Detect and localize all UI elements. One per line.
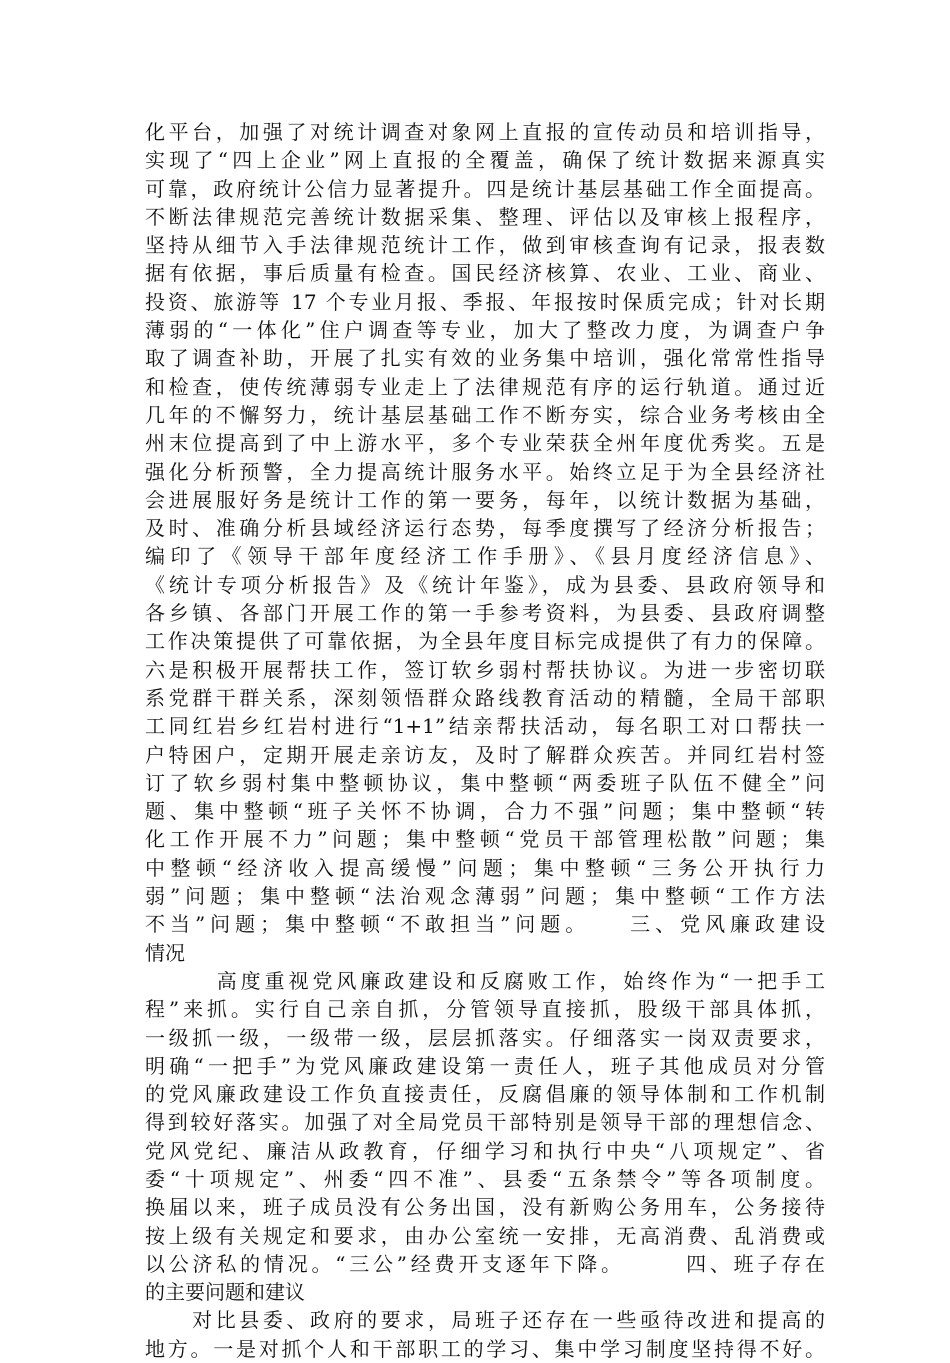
- text-line: 情况: [145, 940, 185, 965]
- text-line: 一级抓一级，一级带一级，层层抓落实。仔细落实一岗双责要求，: [145, 1025, 825, 1050]
- text-line: 州末位提高到了中上游水平，多个专业荣获全州年度优秀奖。五是: [145, 431, 825, 456]
- text-line: 题、集中整顿“班子关怀不协调，合力不强”问题；集中整顿“转: [145, 799, 825, 824]
- text-line: 强化分析预警，全力提高统计服务水平。始终立足于为全县经济社: [145, 459, 825, 484]
- text-line: 可靠，政府统计公信力显著提升。四是统计基层基础工作全面提高。: [145, 176, 825, 201]
- text-line: 和检查，使传统薄弱专业走上了法律规范有序的运行轨道。通过近: [145, 374, 825, 399]
- text-line: 《统计专项分析报告》及《统计年鉴》，成为县委、县政府领导和: [145, 572, 825, 597]
- text-line: 投资、旅游等 17 个专业月报、季报、年报按时保质完成；针对长期: [145, 289, 825, 314]
- text-line: 化工作开展不力”问题；集中整顿“党员干部管理松散”问题；集: [145, 827, 825, 852]
- text-line: 订了软乡弱村集中整顿协议，集中整顿“两委班子队伍不健全”问: [145, 770, 825, 795]
- text-line: 委“十项规定”、州委“四不准”、县委“五条禁令”等各项制度。: [145, 1166, 825, 1191]
- text-line: 地方。一是对抓个人和干部职工的学习、集中学习制度坚持得不好。: [145, 1336, 825, 1361]
- text-line: 化平台，加强了对统计调查对象网上直报的宣传动员和培训指导，: [145, 120, 825, 144]
- text-line: 实现了“四上企业”网上直报的全覆盖，确保了统计数据来源真实: [145, 148, 825, 173]
- text-line: 系党群干群关系，深刻领悟群众路线教育活动的精髓，全局干部职: [145, 685, 825, 710]
- text-line: 的党风廉政建设工作负直接责任，反腐倡廉的领导体制和工作机制: [145, 1082, 825, 1107]
- text-line: 编印了《领导干部年度经济工作手册》、《县月度经济信息》、: [145, 544, 825, 569]
- text-line: 按上级有关规定和要求，由办公室统一安排，无高消费、乱消费或: [145, 1223, 825, 1248]
- text-line: 程”来抓。实行自己亲自抓，分管领导直接抓，股级干部具体抓，: [145, 997, 825, 1022]
- text-line: 薄弱的“一体化”住户调查等专业，加大了整改力度，为调查户争: [145, 318, 825, 343]
- text-line: 明确“一把手”为党风廉政建设第一责任人，班子其他成员对分管: [145, 1053, 825, 1078]
- text-line: 各乡镇、各部门开展工作的第一手参考资料，为县委、县政府调整: [145, 601, 825, 626]
- text-line: 坚持从细节入手法律规范统计工作，做到审核查询有记录，报表数: [145, 233, 825, 258]
- text-line: 中整顿“经济收入提高缓慢”问题；集中整顿“三务公开执行力: [145, 855, 825, 880]
- text-line: 户特困户，定期开展走亲访友，及时了解群众疾苦。并同红岩村签: [145, 742, 825, 767]
- text-line: 工作决策提供了可靠依据，为全县年度目标完成提供了有力的保障。: [145, 629, 825, 654]
- text-line: 以公济私的情况。“三公”经费开支逐年下降。 四、班子存在: [145, 1251, 825, 1276]
- text-line: 对比县委、政府的要求，局班子还存在一些亟待改进和提高的: [145, 1308, 825, 1333]
- text-line: 的主要问题和建议: [145, 1280, 305, 1305]
- text-line: 几年的不懈努力，统计基层基础工作不断夯实，综合业务考核由全: [145, 402, 825, 427]
- text-line: 六是积极开展帮扶工作，签订软乡弱村帮扶协议。为进一步密切联: [145, 657, 825, 682]
- text-line: 会进展服好务是统计工作的第一要务，每年，以统计数据为基础，: [145, 487, 825, 512]
- text-line: 工同红岩乡红岩村进行“1+1”结亲帮扶活动，每名职工对口帮扶一: [145, 714, 825, 739]
- text-line: 得到较好落实。加强了对全局党员干部特别是领导干部的理想信念、: [145, 1110, 825, 1135]
- text-line: 不当”问题；集中整顿“不敢担当”问题。 三、党风廉政建设: [145, 912, 825, 937]
- text-line: 高度重视党风廉政建设和反腐败工作，始终作为“一把手工: [145, 968, 825, 993]
- text-line: 弱”问题；集中整顿“法治观念薄弱”问题；集中整顿“工作方法: [145, 884, 825, 909]
- text-line: 取了调查补助，开展了扎实有效的业务集中培训，强化常常性指导: [145, 346, 825, 371]
- text-line: 换届以来，班子成员没有公务出国，没有新购公务用车，公务接待: [145, 1195, 825, 1220]
- document-body-text: [145, 118, 825, 1363]
- text-line: 据有依据，事后质量有检查。国民经济核算、农业、工业、商业、: [145, 261, 825, 286]
- text-line: 党风党纪、廉洁从政教育，仔细学习和执行中央“八项规定”、省: [145, 1138, 825, 1163]
- text-line: 及时、准确分析县域经济运行态势，每季度撰写了经济分析报告；: [145, 516, 825, 541]
- text-line: 不断法律规范完善统计数据采集、整理、评估以及审核上报程序，: [145, 204, 825, 229]
